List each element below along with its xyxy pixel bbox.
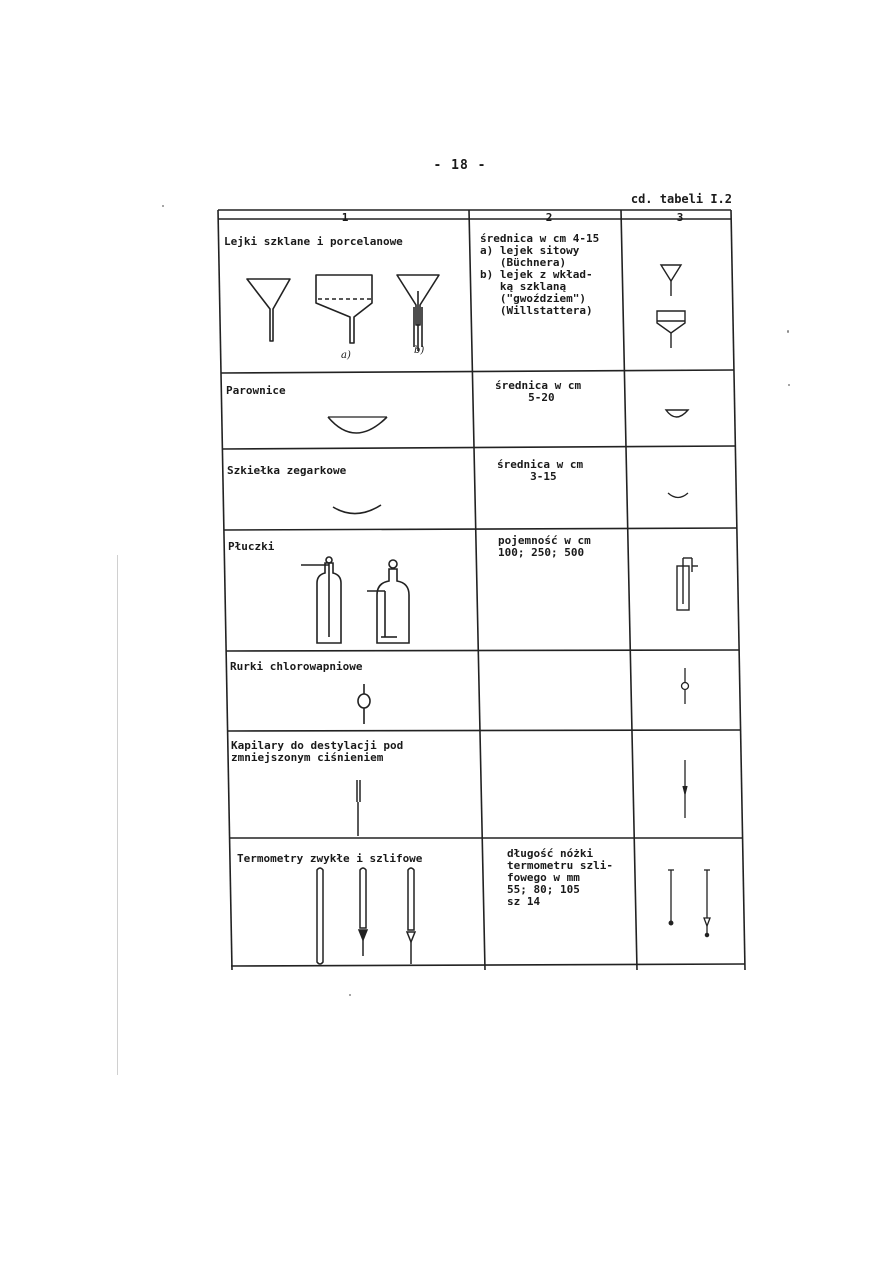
funnels-illustration [242,271,482,366]
funnel-a-label: a) [341,350,351,361]
header-col-3: 3 [676,211,684,224]
row-thermometer-name: Termometry zwykłe i szlifowe [237,852,423,865]
header-col-1: 1 [341,211,349,224]
row-funnels-spec: średnica w cm 4-15 a) lejek sitowy (Büchnera) b) lejek z wkład- ką szklaną ("gwoździem") (Willstattera) [480,232,600,317]
gas-washer-icon [674,556,704,616]
row-capillary-name: Kapilary do destylacji pod zmniejszonym ciśnieniem [231,739,404,764]
row-funnels-name: Lejki szklane i porcelanowe [224,235,403,248]
equipment-table [217,208,746,971]
scan-speck [162,205,164,207]
page-number: - 18 - [433,158,487,173]
row-watch-glass-spec: średnica w cm 3-15 [497,458,584,483]
drying-tube-illustration [354,684,378,726]
scan-speck [349,994,351,996]
row-thermometer-spec: długość nóżki termometru szli- fowego w mm 55; 80; 105 sz 14 [507,847,613,908]
capillary-icon [680,760,692,822]
scan-speck [788,384,790,386]
capillary-illustration [353,780,365,840]
funnel-symbols-icon [653,263,693,355]
row-drying-tube-name: Rurki chlorowapniowe [230,660,363,673]
watch-glass-icon [666,490,696,504]
thermometers-illustration [312,866,432,966]
thermometers-icon [664,868,724,940]
row-gas-washer-spec: pojemność w cm 100; 250; 500 [498,534,591,559]
row-gas-washer-name: Płuczki [228,540,275,553]
row-evaporating-dish-name: Parownice [226,384,286,397]
gas-washer-illustration [297,555,417,645]
watch-glass-illustration [331,501,391,521]
evaporating-dish-icon [664,406,694,426]
row-evaporating-dish-spec: średnica w cm 5-20 [495,379,582,404]
evaporating-dish-illustration [325,413,395,443]
scan-margin-line [117,555,118,1075]
row-watch-glass-name: Szkiełka zegarkowe [227,464,347,477]
funnel-b-label: b) [414,345,425,356]
table-caption: cd. tabeli I.2 [630,192,732,206]
scan-speck [787,330,789,333]
drying-tube-icon [679,668,695,706]
header-col-2: 2 [545,211,553,224]
